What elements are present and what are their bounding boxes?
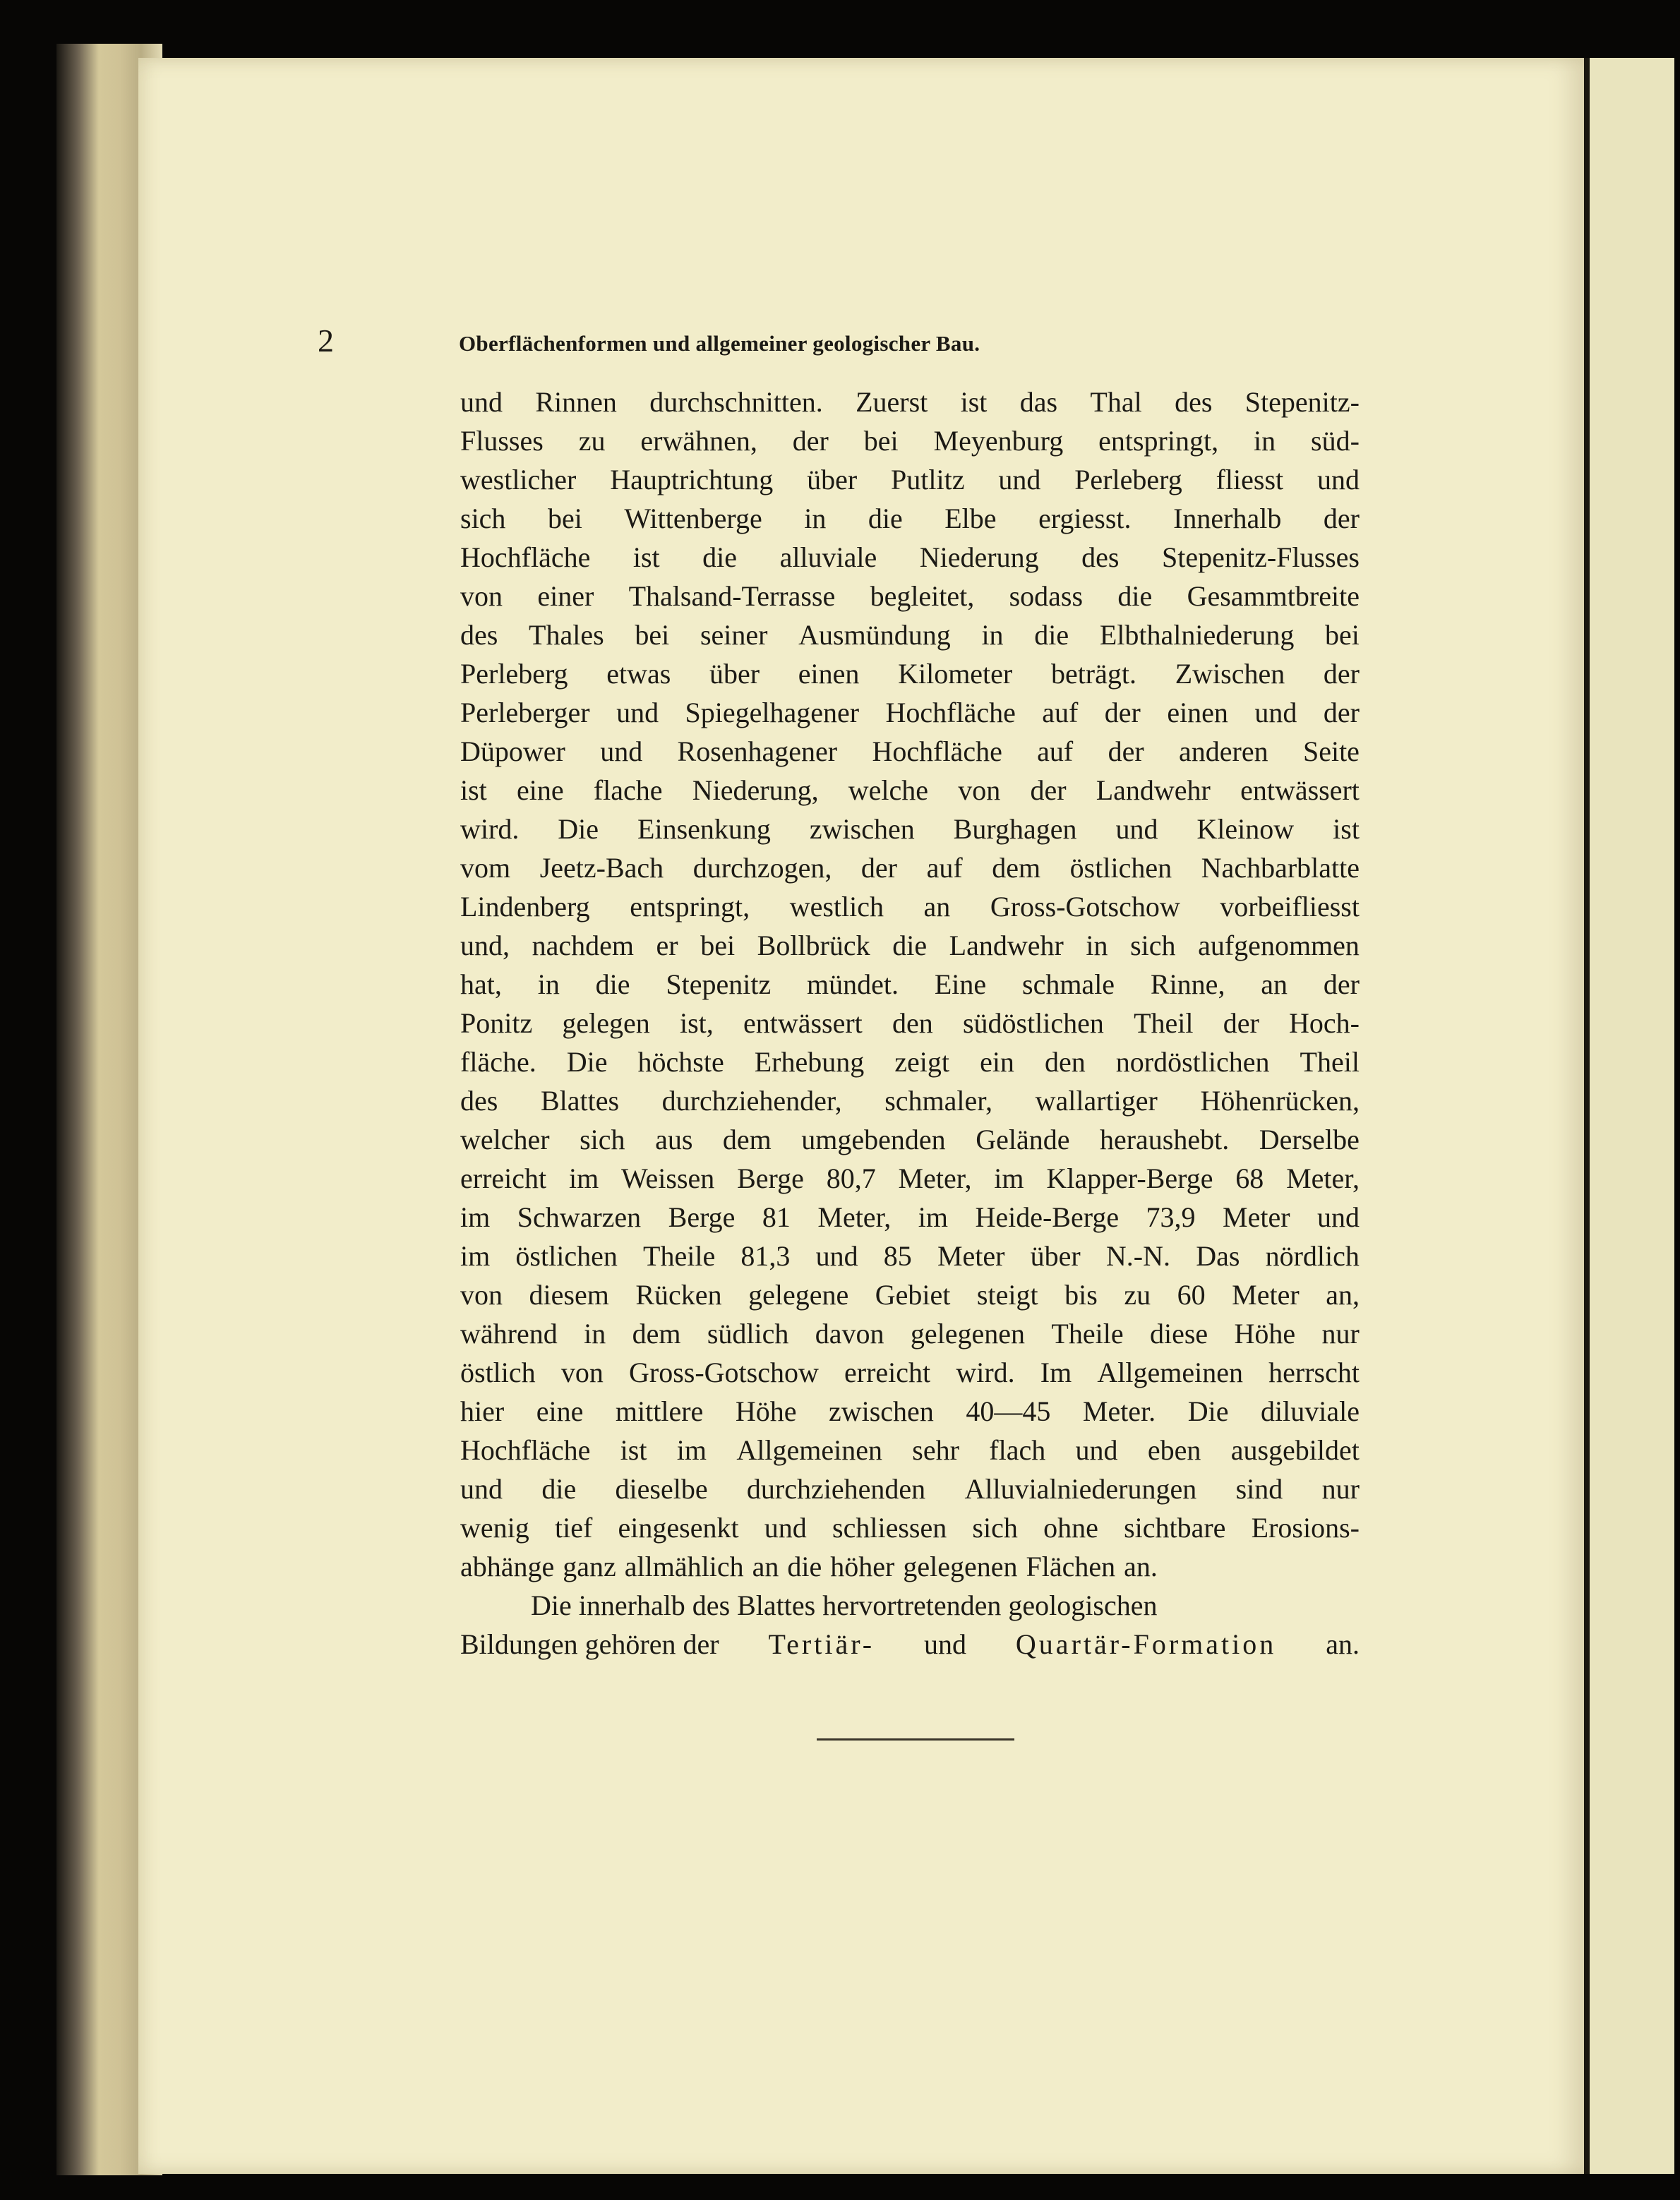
text-line: von einer Thalsand-Terrasse begleitet, sodass die Gesammtbreite [460,580,1360,612]
text-line: ist eine flache Niederung, welche von der Landwehr entwässert [460,774,1360,806]
text-line: von diesem Rücken gelegene Gebiet steigt bis zu 60 Meter an, [460,1279,1360,1311]
text-line: vom Jeetz-Bach durchzogen, der auf dem östlichen Nachbarblatte [460,852,1360,884]
text-line: und die dieselbe durchziehenden Alluvialniederungen sind nur [460,1473,1360,1505]
text-line: fläche. Die höchste Erhebung zeigt ein den nordöstlichen Theil [460,1046,1360,1078]
text-line: welcher sich aus dem umgebenden Gelände heraushebt. Derselbe [460,1124,1360,1155]
text-line: Flusses zu erwähnen, der bei Meyenburg entspringt, in süd- [460,425,1360,457]
text-line: Ponitz gelegen ist, entwässert den südöstlichen Theil der Hoch- [460,1007,1360,1039]
text-line: des Thales bei seiner Ausmündung in die Elbthalniederung bei [460,619,1360,651]
text-line: Hochfläche ist die alluviale Niederung des Stepenitz-Flusses [460,541,1360,573]
text-line: des Blattes durchziehender, schmaler, wallartiger Höhenrücken, [460,1085,1360,1117]
text-line: sich bei Wittenberge in die Elbe ergiesst. Innerhalb der [460,503,1360,534]
text-line: und, nachdem er bei Bollbrück die Landwehr in sich aufgenommen [460,930,1360,961]
main-paragraph [460,383,1360,1586]
text-line: und Rinnen durchschnitten. Zuerst ist das Thal des Stepenitz- [460,386,1360,418]
text-line: östlich von Gross-Gotschow erreicht wird. Im Allgemeinen herrscht [460,1357,1360,1388]
text-line: hier eine mittlere Höhe zwischen 40—45 Meter. Die diluviale [460,1395,1360,1427]
text-line: Lindenberg entspringt, westlich an Gross-Gotschow vorbeifliesst [460,891,1360,922]
text-line: hat, in die Stepenitz mündet. Eine schmale Rinne, an der [460,968,1360,1000]
closing-text-end: an. [1326,1628,1360,1660]
text-line: abhänge ganz allmählich an die höher gelegenen Flächen an. [460,1551,1158,1582]
section-end-rule [817,1738,1014,1741]
closing-paragraph-text: Die innerhalb des Blattes hervortretenden geologischen [531,1589,1158,1621]
term-tertiary: Tertiär- [768,1628,875,1660]
page-number: 2 [318,323,334,359]
text-line: Perleberger und Spiegelhagener Hochfläche auf der einen und der [460,697,1360,728]
text-line: im östlichen Theile 81,3 und 85 Meter über N.-N. Das nördlich [460,1240,1360,1272]
body-text [460,383,1360,1664]
text-line: Hochfläche ist im Allgemeinen sehr flach und eben ausgebildet [460,1434,1360,1466]
closing-paragraph-line-2 [460,1625,1360,1664]
text-line: während in dem südlich davon gelegenen Theile diese Höhe nur [460,1318,1360,1350]
term-quaternary: Quartär-Formation [1015,1628,1277,1660]
word-and: und [923,1628,966,1660]
text-line: im Schwarzen Berge 81 Meter, im Heide-Berge 73,9 Meter und [460,1201,1360,1233]
closing-text-start: Bildungen gehören der [460,1628,719,1660]
closing-paragraph-line-1 [460,1586,1360,1625]
page-header [318,325,1362,367]
running-head: Oberflächenformen und allgemeiner geologischer Bau. [459,331,980,356]
adjacent-page-edge [1584,58,1674,2174]
text-line: Düpower und Rosenhagener Hochfläche auf der anderen Seite [460,735,1360,767]
text-line: Perleberg etwas über einen Kilometer beträgt. Zwischen der [460,658,1360,690]
text-line: erreicht im Weissen Berge 80,7 Meter, im Klapper-Berge 68 Meter, [460,1162,1360,1194]
text-line: wird. Die Einsenkung zwischen Burghagen und Kleinow ist [460,813,1360,845]
text-line: westlicher Hauptrichtung über Putlitz und Perleberg fliesst und [460,464,1360,495]
text-line: wenig tief eingesenkt und schliessen sich ohne sichtbare Erosions- [460,1512,1360,1544]
